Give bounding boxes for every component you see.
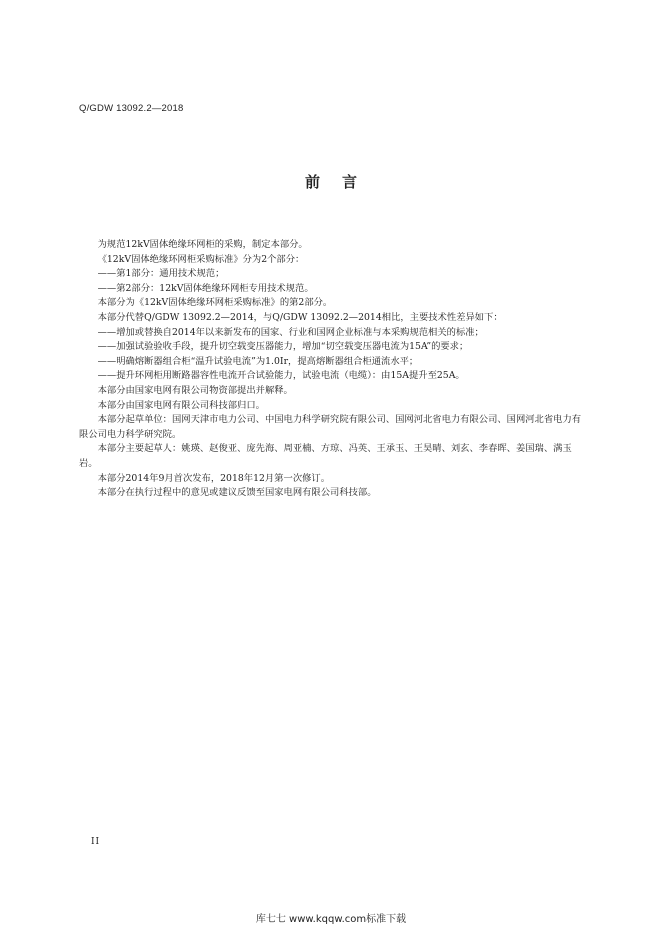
page-title: 前言 [304, 173, 379, 191]
list-item: ——明确熔断器组合柜“温升试验电流”为1.0Ir，提高熔断器组合柜通流水平； [97, 355, 419, 367]
paragraph: 《12kV固体绝缘环网柜采购标准》分为2个部分： [97, 253, 305, 265]
paragraph: 本部分2014年9月首次发布，2018年12月第一次修订。 [97, 472, 331, 484]
paragraph: 本部分由国家电网有限公司物资部提出并解释。 [97, 384, 293, 396]
list-item: ——增加或替换自2014年以来新发布的国家、行业和国网企业标准与本采购规范相关的标准； [97, 326, 484, 338]
paragraph: 本部分由国家电网有限公司科技部归口。 [97, 399, 265, 411]
list-item: ——提升环网柜用断路器容性电流开合试验能力，试验电流（电缆）：由15A提升至25A。 [97, 370, 465, 382]
paragraph: 本部分在执行过程中的意见或建议反馈至国家电网有限公司科技部。 [97, 487, 377, 499]
list-item: ——第1部分：通用技术规范； [97, 268, 225, 280]
footer-watermark: 库七七 www.kqqw.com标准下载 [255, 914, 407, 925]
page-number: II [91, 837, 101, 847]
list-item: ——加强试验验收手段，提升切空载变压器能力，增加“切空载变压器电流为15A”的要求； [97, 341, 469, 353]
paragraph: 本部分主要起草人：姚瑛、赵俊亚、庞先海、周亚楠、方琼、冯英、王承玉、王昊晴、刘玄、李春晖、姜国瑞、满玉岩。 [79, 443, 572, 469]
standard-code-header: Q/GDW 13092.2—2018 [79, 103, 184, 114]
paragraph: 本部分代替Q/GDW 13092.2—2014，与Q/GDW 13092.2—2014相比，主要技术性差异如下： [97, 311, 503, 323]
paragraph: 为规范12kV固体绝缘环网柜的采购，制定本部分。 [97, 239, 308, 250]
list-item: ——第2部分：12kV固体绝缘环网柜专用技术规范。 [97, 282, 314, 294]
preface-body [79, 238, 586, 501]
paragraph: 本部分起草单位：国网天津市电力公司、中国电力科学研究院有限公司、国网河北省电力有限公司、国网河北省电力有限公司电力科学研究院。 [79, 414, 582, 440]
paragraph: 本部分为《12kV固体绝缘环网柜采购标准》的第2部分。 [97, 297, 333, 309]
